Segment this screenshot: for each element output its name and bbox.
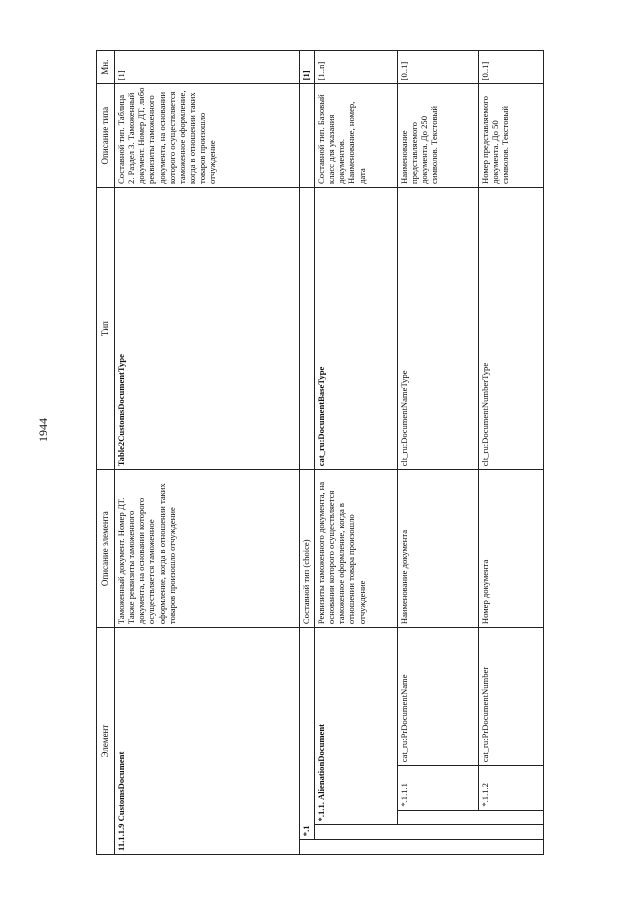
element-name: AlienationDocument — [316, 724, 326, 800]
element-name: cat_ru:PrDocumentName — [398, 628, 479, 766]
element-type: Table2CustomsDocumentType — [115, 187, 300, 469]
element-desc: Наименование документа — [398, 470, 479, 628]
element-cell — [315, 628, 398, 825]
element-number: *.1.1.2 — [479, 766, 544, 810]
indent-cell — [398, 810, 544, 825]
type-desc: Составной тип. Базовый класс для указания документов. Наименование, номер, дата — [315, 84, 398, 188]
header-row — [97, 51, 115, 855]
element-number: 11.1.1.9 — [116, 823, 126, 851]
table-row — [479, 51, 544, 855]
multiplicity: [1..n] — [315, 51, 398, 84]
multiplicity: [1] — [300, 51, 315, 84]
element-cell — [115, 628, 300, 855]
table-row — [300, 51, 315, 855]
multiplicity: [0..1] — [398, 51, 479, 84]
element-type — [300, 187, 315, 469]
element-type: cat_ru:DocumentBaseType — [315, 187, 398, 469]
indent-cell — [315, 825, 544, 840]
header-type: Тип — [97, 187, 115, 469]
header-element-desc: Описание элемента — [97, 470, 115, 628]
element-desc: Номер документа — [479, 470, 544, 628]
table-row — [315, 51, 398, 855]
spec-table — [96, 50, 544, 855]
page-number: 1944 — [36, 418, 50, 442]
element-desc: Составной тип (choice) — [300, 470, 315, 628]
type-desc — [300, 84, 315, 188]
table-row — [398, 51, 479, 855]
indent-cell — [300, 840, 544, 855]
element-number: *.1.1. — [316, 802, 326, 822]
type-desc: Составной тип. Таблица 2. Раздел 3. Таможенный документ. Номер ДТ, либо реквизиты таможенного документа, на основании которого осуществляется таможенное оформление, когда в отношении таких товаров произошло отчуждение — [115, 84, 300, 188]
element-number: *.1 — [300, 628, 315, 840]
element-name: CustomsDocument — [116, 751, 126, 822]
type-desc: Наименование представляемого документа. До 250 символов. Текстовый — [398, 84, 479, 188]
element-number: *.1.1.1 — [398, 766, 479, 810]
header-element: Элемент — [97, 628, 115, 855]
element-type: clt_ru:DocumentNameType — [398, 187, 479, 469]
spec-table-wrapper — [96, 50, 526, 855]
type-desc: Номер представляемого документа. До 50 символов. Текстовый — [479, 84, 544, 188]
multiplicity: [0..1] — [479, 51, 544, 84]
header-type-desc: Описание типа — [97, 84, 115, 188]
element-type: clt_ru:DocumentNumberType — [479, 187, 544, 469]
multiplicity: [1] — [115, 51, 300, 84]
table-row — [115, 51, 300, 855]
element-name: cat_ru:PrDocumentNumber — [479, 628, 544, 766]
element-desc: Таможенный документ. Номер ДТ. Также реквизиты таможенного документа, на основании которого осуществляется таможенное оформление, когда в отношении таких товаров произошло отчуждение — [115, 470, 300, 628]
element-desc: Реквизиты таможенного документа, на основании которого осуществляется таможенное оформление, когда в отношении товара произошло отчуждение — [315, 470, 398, 628]
header-mult: Мн. — [97, 51, 115, 84]
